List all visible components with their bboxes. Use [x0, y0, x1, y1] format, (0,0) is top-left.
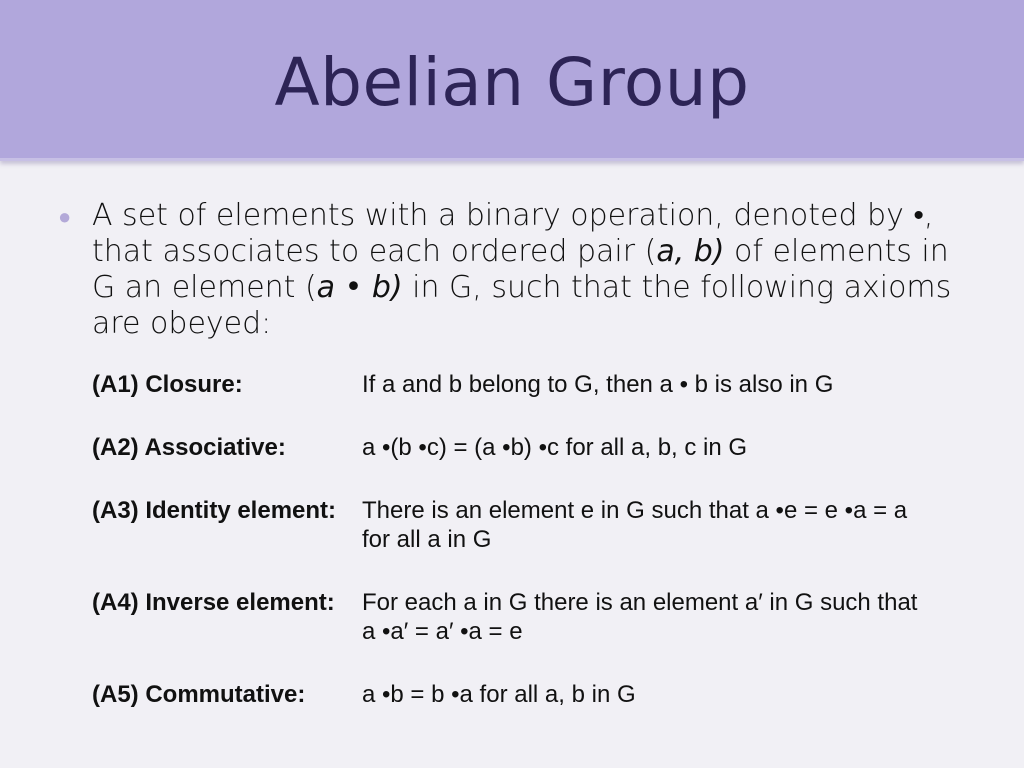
- axiom-line: a •(b •c) = (a •b) •c for all a, b, c in G: [362, 434, 748, 461]
- bullet-item: [58, 198, 988, 342]
- axiom-label: (A3) Identity element:: [92, 497, 337, 524]
- axiom-closure: [92, 370, 988, 399]
- axiom-line: If a and b belong to G, then a • b is also in G: [362, 371, 834, 398]
- axiom-label: (A2) Associative:: [92, 434, 286, 461]
- axiom-text: [362, 496, 982, 554]
- axiom-text: [362, 680, 982, 709]
- pair-ab: a, b): [656, 234, 725, 269]
- axiom-line: For each a in G there is an element a′ in G such that: [362, 589, 918, 616]
- axiom-text: [362, 433, 982, 462]
- axiom-line: There is an element e in G such that a •e = e •a = a: [362, 497, 908, 524]
- axiom-associative: [92, 433, 988, 462]
- axiom-list: [92, 370, 988, 709]
- definition-part-3: in G, such that the following axioms are obeyed:: [92, 270, 952, 341]
- axiom-label: (A5) Commutative:: [92, 681, 306, 708]
- axiom-label: (A1) Closure:: [92, 371, 243, 398]
- definition-part-2: of elements in G an element (: [92, 234, 949, 305]
- axiom-text: [362, 370, 982, 399]
- axiom-line: a •a′ = a′ •a = e: [362, 618, 523, 645]
- axiom-inverse: [92, 588, 988, 646]
- bullet-dot-icon: ●: [58, 204, 72, 229]
- definition-paragraph: [92, 198, 972, 342]
- definition-part-1: A set of elements with a binary operation, denoted by •, that associates to each ordered pair (: [92, 198, 934, 269]
- axiom-commutative: [92, 680, 988, 709]
- element-ab: a • b): [316, 270, 403, 305]
- axiom-line: for all a in G: [362, 526, 492, 553]
- axiom-line: a •b = b •a for all a, b in G: [362, 681, 636, 708]
- slide-content: [58, 198, 988, 709]
- slide-title: Abelian Group: [274, 44, 750, 121]
- axiom-identity: [92, 496, 988, 554]
- axiom-label: (A4) Inverse element:: [92, 589, 335, 616]
- axiom-text: [362, 588, 982, 646]
